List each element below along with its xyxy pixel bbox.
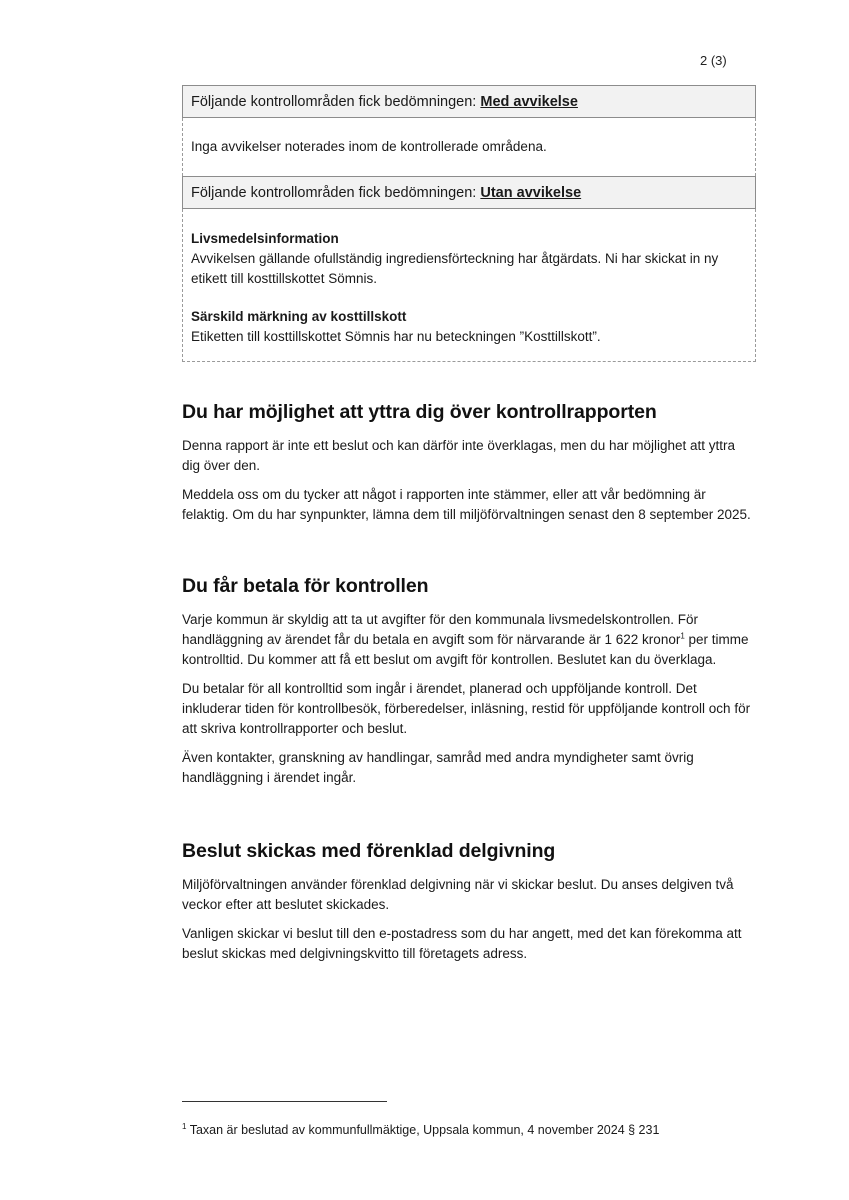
control-area-title: Livsmedelsinformation [191, 231, 339, 246]
grade-without-deviation: Utan avvikelse [480, 184, 582, 201]
paragraph: Meddela oss om du tycker att något i rapporten inte stämmer, eller att vår bedömning är felaktig. Om du har synpunkter, lämna dem till miljöförvaltningen senast den 8 september 2025. [182, 487, 751, 522]
section-right-to-comment [182, 401, 752, 534]
paragraph: Miljöförvaltningen använder förenklad delgivning när vi skickar beslut. Du anses delgiven två veckor efter att beslutet skickades. [182, 877, 734, 912]
paragraph: Du betalar för all kontrolltid som ingår i ärendet, planerad och uppföljande kontroll. Det inkluderar tiden för kontrollbesök, förberedelser, inläsning, restid för uppföljande kontroll och för att skriva kontrollrapporter och beslut. [182, 681, 751, 736]
without-deviation-body-row [183, 209, 756, 362]
header-prefix: Följande kontrollområden fick bedömningen: [191, 93, 481, 110]
paragraph-fee-rate [182, 610, 752, 670]
footnote-divider [182, 1101, 387, 1102]
header-prefix: Följande kontrollområden fick bedömningen: [191, 184, 481, 201]
with-deviation-header-row [183, 86, 756, 118]
grade-with-deviation: Med avvikelse [480, 93, 578, 110]
without-deviation-header-row [183, 177, 756, 209]
control-area-text: Avvikelsen gällande ofullständig ingrediensförteckning har åtgärdats. Ni har skickat in ny etikett till kosttillskottet Sömnis. [191, 251, 719, 286]
section-simplified-service [182, 840, 752, 973]
without-deviation-header [183, 177, 756, 209]
footnote [182, 1123, 659, 1137]
control-area-title: Särskild märkning av kosttillskott [191, 309, 407, 324]
paragraph: Även kontakter, granskning av handlingar, samråd med andra myndigheter samt övrig handläggning i ärendet ingår. [182, 750, 694, 785]
control-area-item [191, 229, 747, 289]
fee-text-part1: Varje kommun är skyldig att ta ut avgifter för den kommunala livsmedelskontrollen. För handläggning av ärendet får du betala en avgift som för närvarande är 1 622 kronor [182, 612, 698, 647]
control-area-text: Etiketten till kosttillskottet Sömnis har nu beteckningen ”Kosttillskott”. [191, 329, 601, 344]
footnote-text: Taxan är beslutad av kommunfullmäktige, Uppsala kommun, 4 november 2024 § 231 [186, 1123, 660, 1137]
section-heading: Beslut skickas med förenklad delgivning [182, 840, 556, 862]
footnote-reference[interactable]: 1 [680, 631, 685, 641]
section-fees [182, 575, 752, 797]
without-deviation-body [183, 209, 756, 362]
control-area-item [191, 307, 747, 347]
section-heading: Du har möjlighet att yttra dig över kontrollrapporten [182, 401, 657, 423]
footnote-marker: 1 [182, 1121, 187, 1131]
page-number: 2 (3) [700, 53, 727, 68]
with-deviation-body: Inga avvikelser noterades inom de kontrollerade områdena. [183, 118, 756, 177]
section-heading: Du får betala för kontrollen [182, 575, 429, 597]
assessment-table [182, 85, 756, 362]
fee-text-part2: per timme kontrolltid. Du kommer att få ett beslut om avgift för kontrollen. Beslutet kan du överklaga. [182, 632, 749, 667]
with-deviation-body-row [183, 118, 756, 177]
paragraph: Vanligen skickar vi beslut till den e-postadress som du har angett, med det kan förekomma att beslut skickas med delgivningskvitto till företagets adress. [182, 926, 742, 961]
with-deviation-header [183, 86, 756, 118]
paragraph: Denna rapport är inte ett beslut och kan därför inte överklagas, men du har möjlighet att yttra dig över den. [182, 438, 736, 473]
